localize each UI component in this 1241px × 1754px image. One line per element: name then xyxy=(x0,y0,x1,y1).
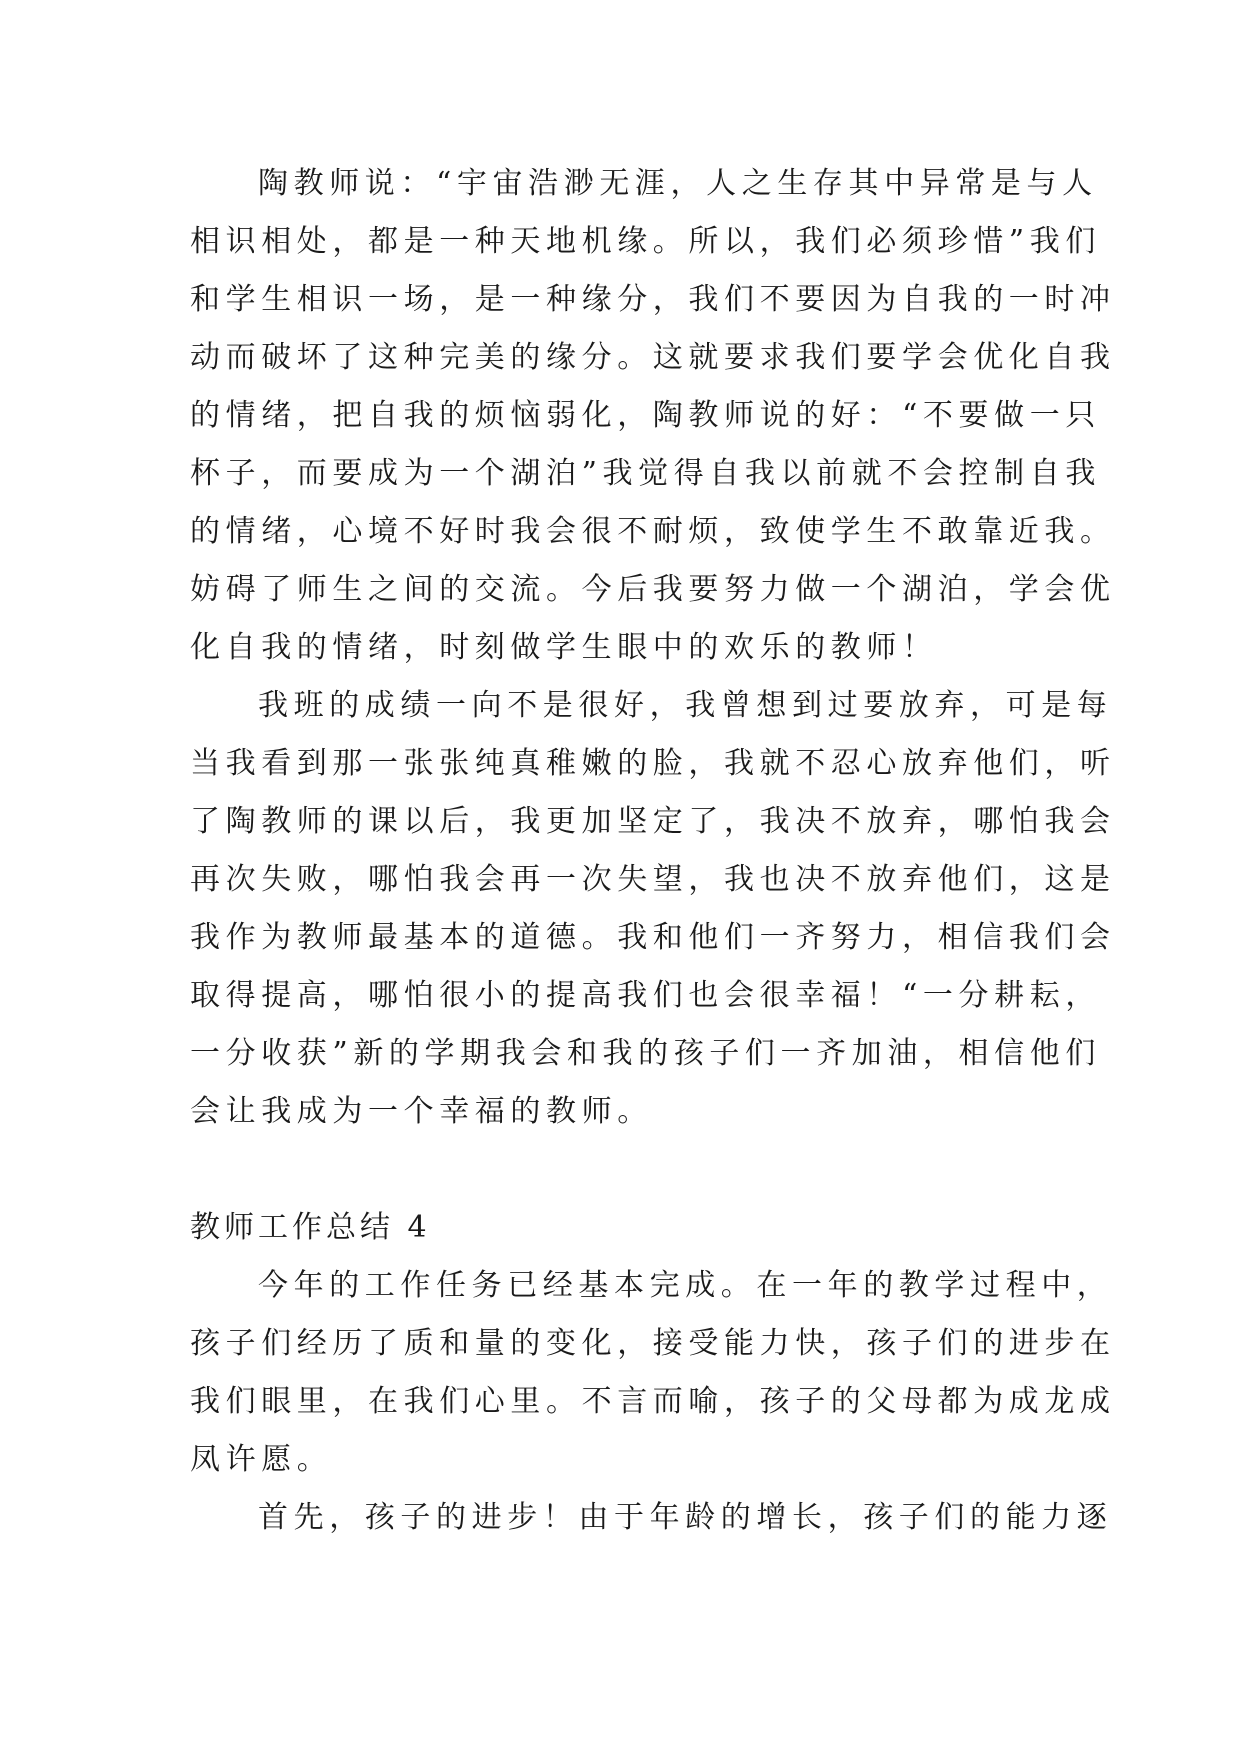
paragraph-line: 我们眼里，在我们心里。不言而喻，孩子的父母都为成龙成 xyxy=(190,1384,1116,1419)
paragraph-line: 再次失败，哪怕我会再一次失望，我也决不放弃他们，这是 xyxy=(190,862,1116,897)
paragraph-line: 动而破坏了这种完美的缘分。这就要求我们要学会优化自我 xyxy=(190,340,1116,375)
paragraph-line: 凤许愿。 xyxy=(190,1442,333,1477)
document-body xyxy=(190,162,1116,1554)
paragraph-spacer xyxy=(190,1148,1080,1206)
section-title: 教师工作总结 4 xyxy=(190,1210,431,1245)
paragraph-line: 陶教师说：“宇宙浩渺无涯，人之生存其中异常是与人 xyxy=(258,166,1098,201)
paragraph-line: 首先，孩子的进步！由于年龄的增长，孩子们的能力逐 xyxy=(258,1500,1113,1535)
paragraph-line: 会让我成为一个幸福的教师。 xyxy=(190,1094,653,1129)
paragraph-line: 杯子，而要成为一个湖泊”我觉得自我以前就不会控制自我 xyxy=(190,456,1101,491)
paragraph-line: 化自我的情绪，时刻做学生眼中的欢乐的教师！ xyxy=(190,630,938,665)
paragraph-line: 了陶教师的课以后，我更加坚定了，我决不放弃，哪怕我会 xyxy=(190,804,1116,839)
paragraph-line: 我作为教师最基本的道德。我和他们一齐努力，相信我们会 xyxy=(190,920,1116,955)
paragraph-line: 一分收获”新的学期我会和我的孩子们一齐加油，相信他们 xyxy=(190,1036,1101,1071)
paragraph-line: 我班的成绩一向不是很好，我曾想到过要放弃，可是每 xyxy=(258,688,1113,723)
paragraph-line: 妨碍了师生之间的交流。今后我要努力做一个湖泊，学会优 xyxy=(190,572,1116,607)
paragraph-line: 今年的工作任务已经基本完成。在一年的教学过程中， xyxy=(258,1268,1113,1303)
paragraph-line: 取得提高，哪怕很小的提高我们也会很幸福！“一分耕耘， xyxy=(190,978,1101,1013)
paragraph-line: 和学生相识一场，是一种缘分，我们不要因为自我的一时冲 xyxy=(190,282,1116,317)
paragraph-line: 的情绪，心境不好时我会很不耐烦，致使学生不敢靠近我。 xyxy=(190,514,1116,549)
paragraph-line: 当我看到那一张张纯真稚嫩的脸，我就不忍心放弃他们，听 xyxy=(190,746,1116,781)
paragraph-line: 的情绪，把自我的烦恼弱化，陶教师说的好：“不要做一只 xyxy=(190,398,1101,433)
paragraph-line: 相识相处，都是一种天地机缘。所以，我们必须珍惜”我们 xyxy=(190,224,1101,259)
paragraph-line: 孩子们经历了质和量的变化，接受能力快，孩子们的进步在 xyxy=(190,1326,1116,1361)
